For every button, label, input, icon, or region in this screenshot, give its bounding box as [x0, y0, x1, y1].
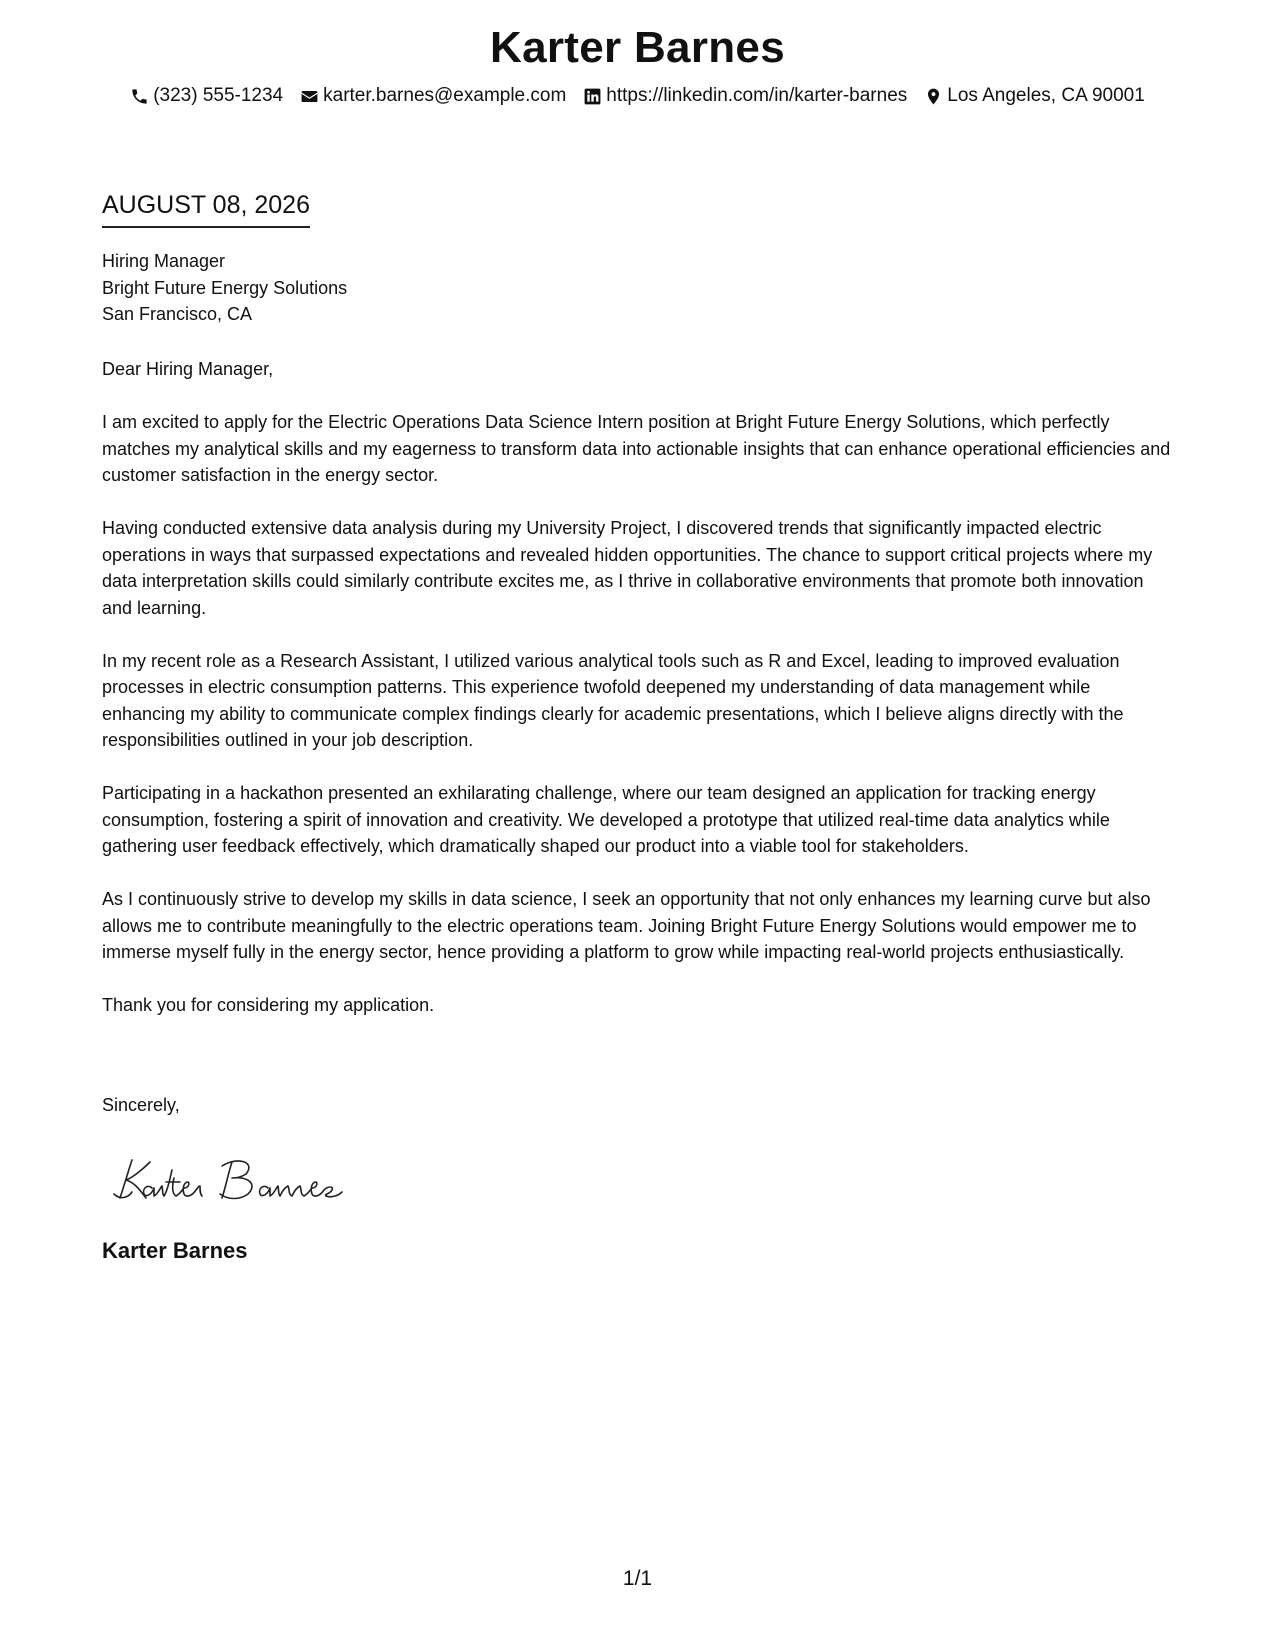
letter-date: AUGUST 08, 2026: [102, 189, 310, 228]
recipient-block: [102, 248, 347, 328]
salutation: Dear Hiring Manager,: [102, 359, 274, 379]
location-text: Los Angeles, CA 90001: [947, 85, 1145, 106]
signature-script-text: Karter Barnes: [110, 1148, 117, 1149]
recipient-location: San Francisco, CA: [102, 304, 253, 324]
signer-name: Karter Barnes: [102, 1238, 248, 1263]
contact-location: [924, 84, 1145, 108]
body-paragraph: Participating in a hackathon presented an exhilarating challenge, where our team designed an application for tracking energy consumption, fostering a spirit of innovation and creativity. We developed a prototype that utilized real-time data analytics while gathering user feedback effectively, which dramatically shaped our product into a viable tool for stakeholders.: [102, 783, 1110, 856]
letter-body: [102, 356, 1177, 1045]
phone-icon: [130, 87, 149, 106]
contact-linkedin: [583, 84, 907, 108]
handwritten-signature: [110, 1148, 360, 1208]
recipient-company: Bright Future Energy Solutions: [102, 277, 348, 298]
contact-info-row: [0, 84, 1275, 108]
linkedin-text: https://linkedin.com/in/karter-barnes: [606, 85, 908, 106]
linkedin-icon: [583, 87, 602, 106]
email-text: karter.barnes@example.com: [323, 85, 567, 106]
letter-header: [0, 22, 1275, 108]
body-paragraph: Having conducted extensive data analysis during my University Project, I discovered trends that significantly impacted electric operations in ways that surpassed expectations and revealed hidden opportunities. The chance to support critical projects where my data interpretation skills could similarly contribute excites me, as I thrive in collaborative environments that promote both innovation and learning.: [102, 518, 1153, 618]
recipient-title: Hiring Manager: [102, 251, 226, 271]
body-paragraph: I am excited to apply for the Electric Operations Data Science Intern position at Bright Future Energy Solutions, which perfectly matches my analytical skills and my eagerness to transform data into actionable insights that can enhance operational efficiencies and customer satisfaction in the energy sector.: [102, 412, 1171, 485]
map-pin-icon: [924, 87, 943, 106]
applicant-name: Karter Barnes: [490, 23, 785, 72]
envelope-icon: [300, 87, 319, 106]
page-number: 1/1: [622, 1567, 653, 1590]
closing: Sincerely,: [102, 1095, 180, 1115]
thank-you-line: Thank you for considering my application.: [102, 995, 435, 1015]
contact-phone: [130, 84, 283, 108]
body-paragraph: In my recent role as a Research Assistant, I utilized various analytical tools such as R and Excel, leading to improved evaluation processes in electric consumption patterns. This experience twofold deepened my understanding of data management while enhancing my ability to communicate complex findings clearly for academic presentations, which I believe aligns directly with the responsibilities outlined in your job description.: [102, 650, 1124, 750]
body-paragraph: As I continuously strive to develop my skills in data science, I seek an opportunity that not only enhances my learning curve but also allows me to contribute meaningfully to the electric operations team. Joining Bright Future Energy Solutions would empower me to immerse myself fully in the energy sector, hence providing a platform to grow while impacting real-world projects enthusiastically.: [102, 889, 1151, 962]
phone-text: (323) 555-1234: [153, 85, 284, 106]
contact-email: [300, 84, 566, 108]
